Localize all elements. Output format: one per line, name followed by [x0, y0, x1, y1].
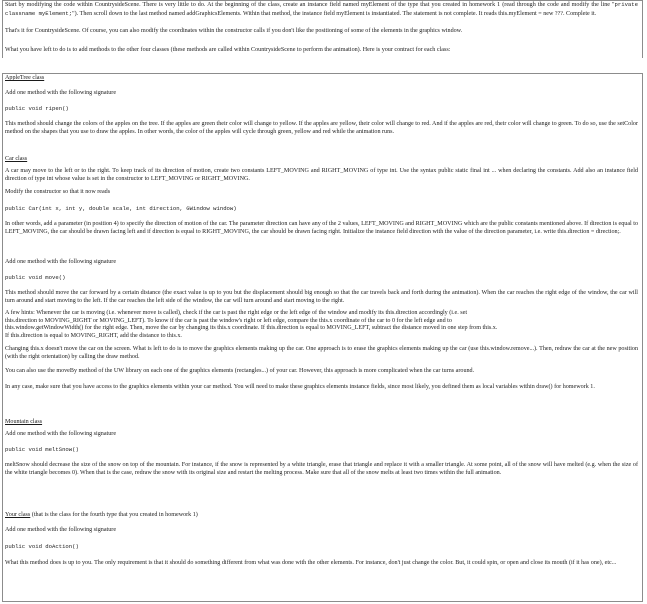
appletree-heading: AppleTree class — [5, 75, 45, 81]
car-paragraph-2: Modify the constructor so that it now reads — [5, 189, 111, 195]
yourclass-description: What this method does is up to you. The only requirement is that it should do something different from what was done with the other elements. For instance, don't just change the color. But, it could spin, or open and close its mouth (if it has one), etc... — [5, 560, 617, 566]
appletree-add-method: Add one method with the following signature — [5, 90, 117, 96]
car-hint-line: If this.direction is equal to MOVING_RIGHT, add the distance to this.x. — [5, 332, 182, 339]
car-paragraph-5: Changing this.x doesn't move the car on the screen. What is left to do is to move the graphics elements making up the car. One approach is to erase the graphics elements making up the car (use this.window.remove...). Then, redraw the car at the new position (with the right orientation) by calling the draw method. — [5, 346, 638, 360]
intro-code-snippet: private classname myElement; — [5, 1, 638, 17]
appletree-description: This method should change the colors of the apples on the tree. If the apples are green their color will change to yellow. If the apples are yellow, their color will change to red. And if the apples are red, their color will change to green. To do so, use the setColor method on the shapes that you use to draw the apples. In other words, the color of the apples will cycle through green, yellow and red while the animation runs. — [5, 121, 638, 135]
car-hint-line: this.direction to MOVING_RIGHT or MOVING_LEFT). To know if the car is past the window's right or left edge, compare the this.x coordinate of the car to 0 for the left edge and to — [5, 317, 452, 324]
car-paragraph-3: In other words, add a parameter (in position 4) to specify the direction of motion of the car. The parameter direction can have any of the 2 values, LEFT_MOVING and RIGHT_MOVING which are the public constants mentioned above. If direction is equal to LEFT_MOVING, the car should be drawn facing left and if direction is equal to RIGHT_MOVING, the car should be drawn facing right. Initialize the instance field direction with the value of the direction parameter, i.e. write this.direction = direction;. — [5, 221, 638, 235]
yourclass-heading-note: (that is the class for the fourth type that you created in homework 1) — [30, 512, 198, 518]
car-paragraph-1: A car may move to the left or to the right. To keep track of its direction of motion, create two constants LEFT_MOVING and RIGHT_MOVING of type int. Use the syntax public static final int ... when declaring the constants. Add also an instance field direction of type int whose value is set in the constructor to LEFT_MOVING or RIGHT_MOVING. — [5, 168, 638, 182]
yourclass-heading: Your class — [5, 512, 31, 518]
appletree-signature: public void ripen() — [5, 105, 69, 112]
car-move-signature: public void move() — [5, 274, 66, 281]
intro-text-a: Start by modifying the code within CountrysideScene. There is very little to do. At the beginning of the class, create an instance field named myElement of the type that you created in homework 1 (read through the code and modify the line " — [5, 2, 615, 8]
car-hint-line: A few hints: Whenever the car is moving (i.e. whenever move is called), check if the car is past the right edge or the left edge of the window and modify its this.direction accordingly (i.e. set — [5, 310, 468, 316]
car-hint-line: this.window.getWindowWidth() for the right edge. Then, move the car by changing its this.x coordinate. If this.direction is equal to MOVING_LEFT, subtract the distance moved in one step from this.x. — [5, 325, 498, 332]
car-hints-block — [5, 310, 638, 340]
intro-paragraph-1 — [5, 1, 638, 18]
car-heading: Car class — [5, 156, 28, 162]
car-paragraph-6: You can also use the moveBy method of the UW library on each one of the graphics elements (rectangles...) of your car. However, this approach is more complicated when the car turns around. — [5, 368, 475, 374]
car-constructor-signature: public Car(int x, int y, double scale, int direction, GWindow window) — [5, 205, 237, 212]
car-paragraph-4: This method should move the car forward by a certain distance (the exact value is up to you but the displacement should big enough so that the car travels back and forth during the animation). When the car reaches the right edge of the window, the car will turn around and start moving to the left. If the car reaches the left side of the window, the car will turn around and start moving to the right. — [5, 290, 638, 304]
yourclass-signature: public void doAction() — [5, 543, 79, 550]
mountain-signature: public void meltSnow() — [5, 446, 79, 453]
intro-text-b: "). Then scroll down to the last method named addGraphicsElements. Within that method, the instance field myElement is instantiated. The statement is not complete. It reads this.myElement = new ???. Complete it. — [72, 10, 597, 17]
mountain-description: meltSnow should decrease the size of the snow on top of the mountain. For instance, if the snow is represented by a white triangle, erase that triangle and replace it with a smaller triangle. At some point, all of the snow will have melted (e.g. when the size of the white triangle becomes 0). When that is the case, redraw the snow with its original size and restart the melting process. Make sure that all of the snow melts at least two times within the full animation. — [5, 462, 638, 476]
car-add-method: Add one method with the following signature — [5, 259, 117, 265]
mountain-add-method: Add one method with the following signature — [5, 431, 117, 437]
car-paragraph-7: In any case, make sure that you have access to the graphics elements within your car method. You will need to make these graphics elements instance fields, since most likely, you defined them as local variables within draw() for homework 1. — [5, 384, 595, 390]
intro-paragraph-3: What you have left to do is to add methods to the other four classes (these methods are called within CountrysideScene to perform the animation). Here is your contract for each class: — [5, 47, 451, 53]
yourclass-heading-line — [5, 512, 638, 520]
yourclass-add-method: Add one method with the following signature — [5, 527, 117, 533]
intro-paragraph-2: That's it for CountrysideScene. Of course, you can also modify the coordinates within the constructor calls if you don't like the positioning of some of the elements in the graphics window. — [5, 28, 463, 34]
mountain-heading: Mountain class — [5, 419, 43, 425]
